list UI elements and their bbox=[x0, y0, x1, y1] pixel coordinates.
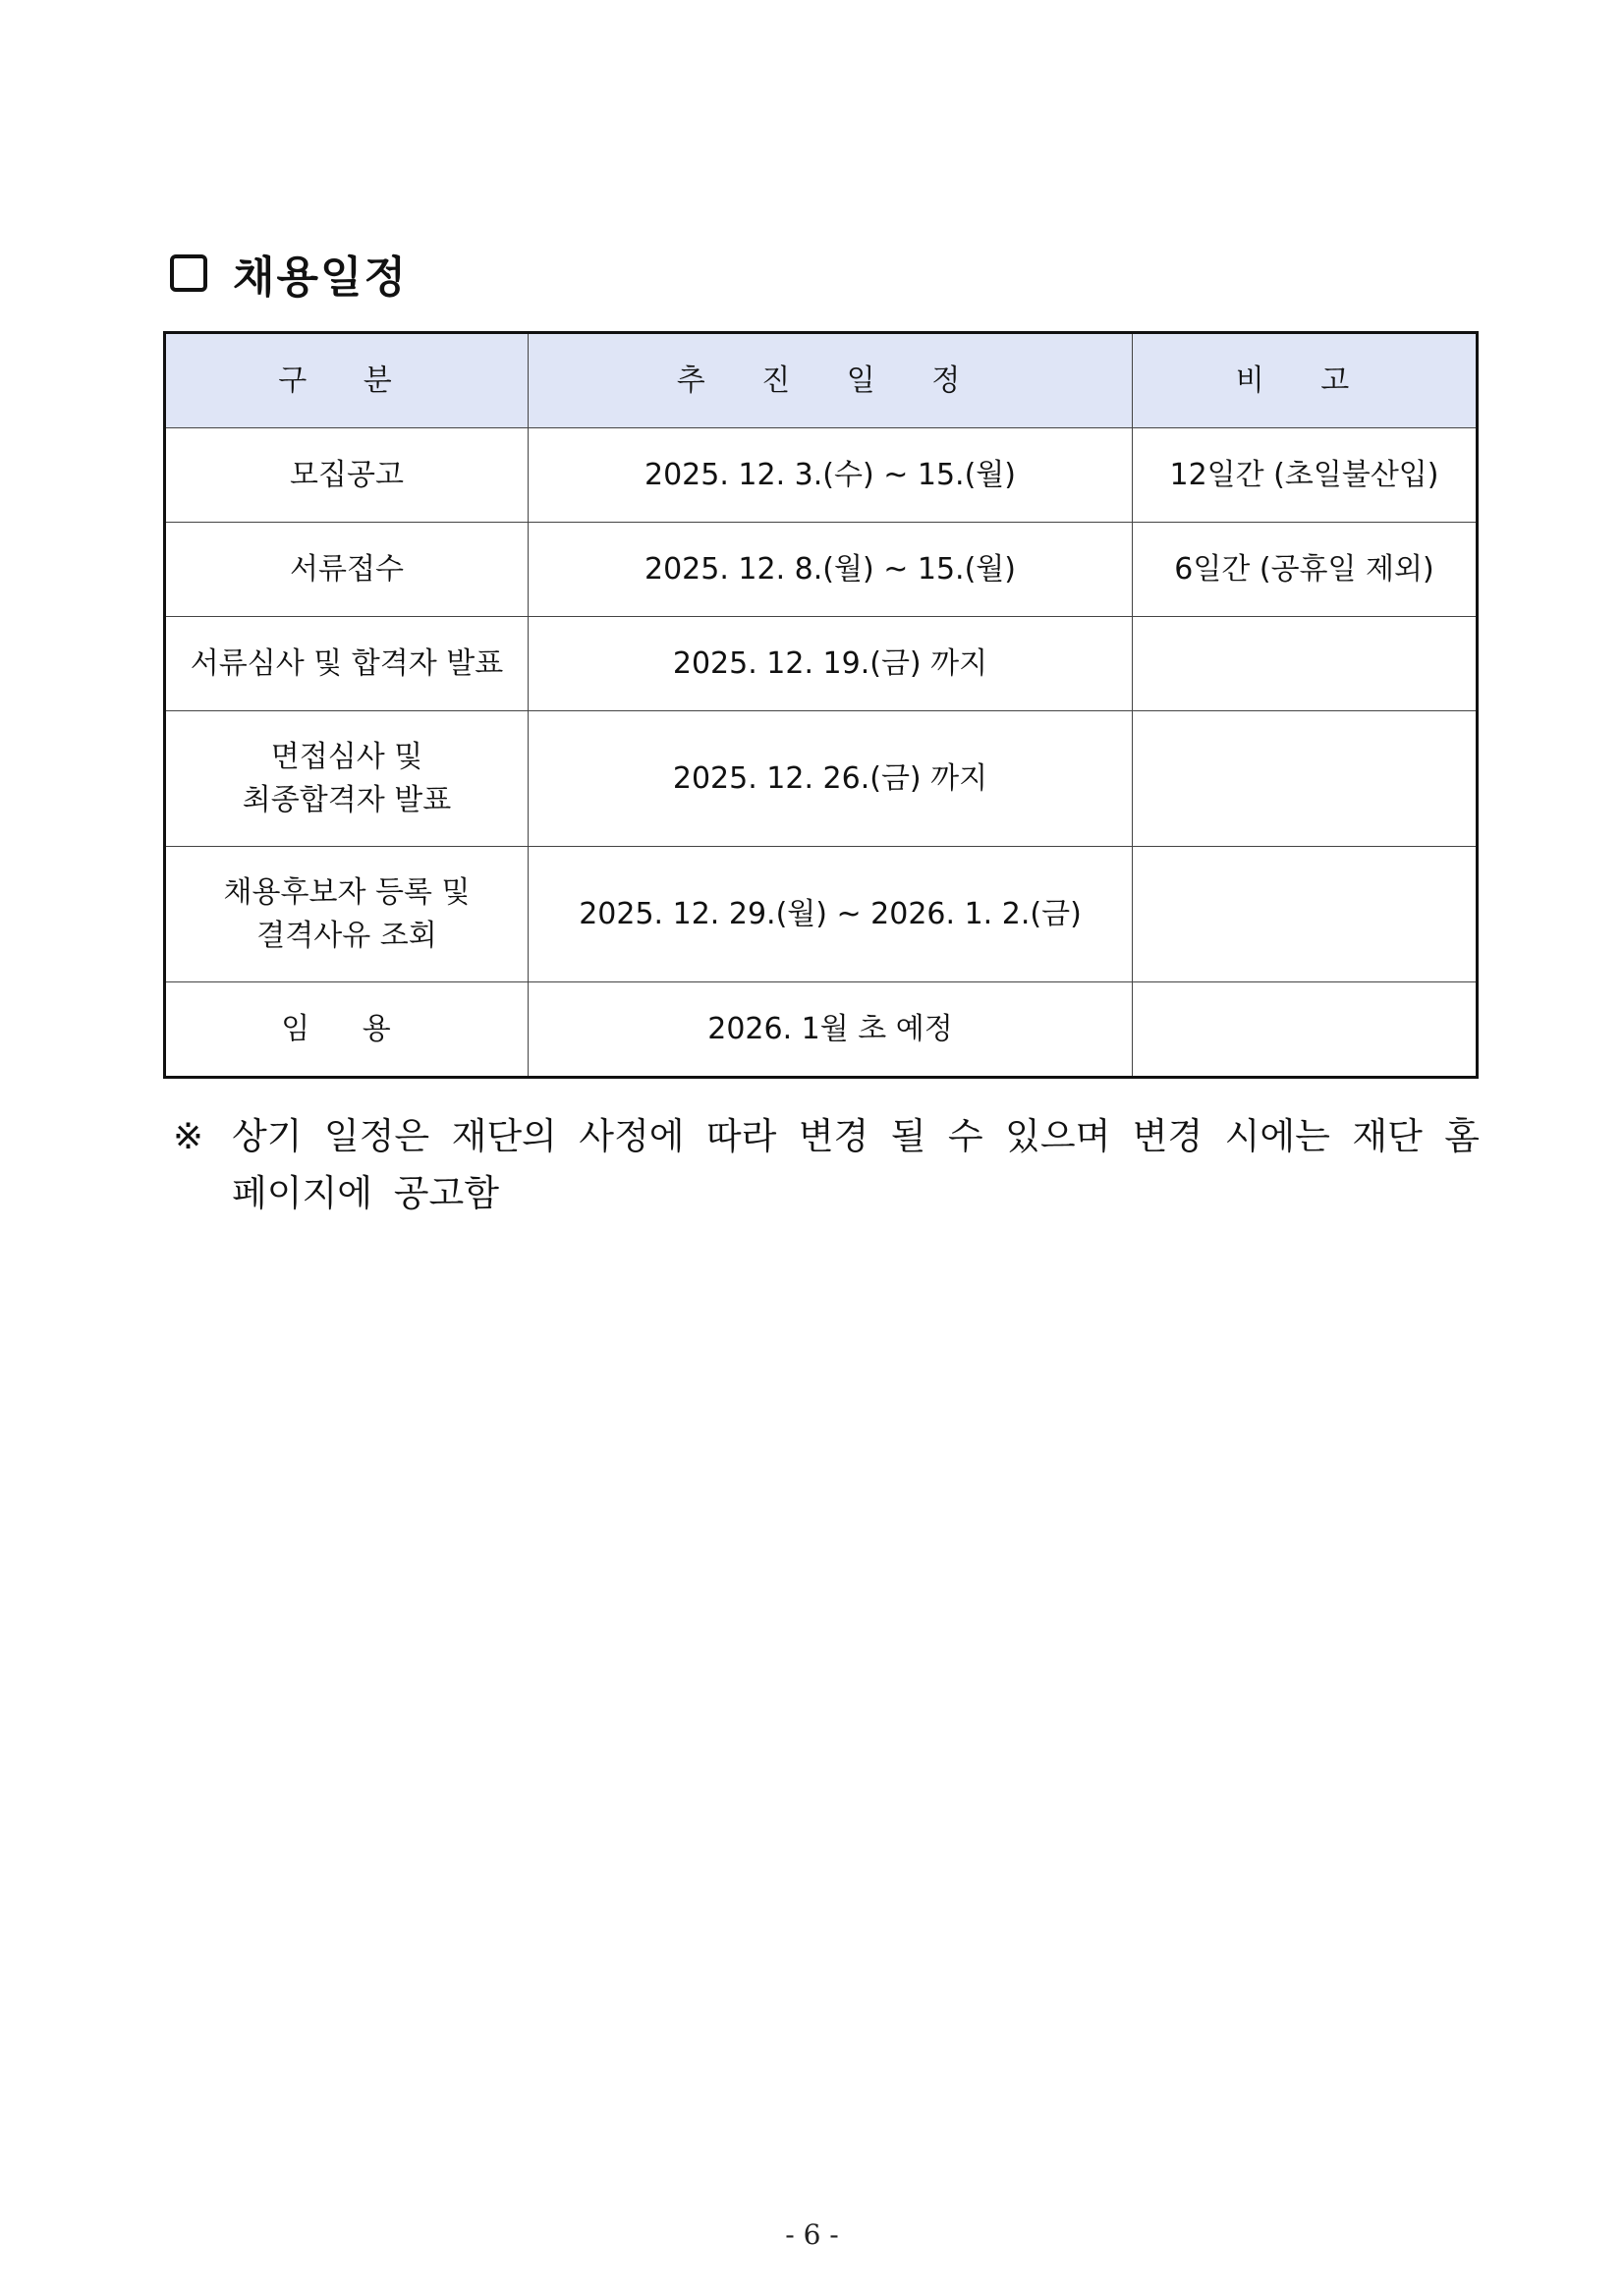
table-row bbox=[165, 523, 1478, 617]
page-number: - 6 - bbox=[785, 2218, 839, 2251]
notice-text: 상기 일정은 재단의 사정에 따라 변경 될 수 있으며 변경 시에는 재단 홈페이지에 공고함 bbox=[232, 1115, 1480, 1214]
row-category bbox=[165, 847, 529, 982]
row-remark bbox=[1133, 982, 1478, 1078]
row-remark bbox=[1133, 847, 1478, 982]
recruitment-schedule-table bbox=[163, 331, 1479, 1079]
category-line: 결격사유 조회 bbox=[256, 918, 437, 953]
row-category bbox=[165, 617, 529, 711]
table-row bbox=[165, 428, 1478, 523]
row-category bbox=[165, 982, 529, 1078]
row-remark: 6일간 (공휴일 제외) bbox=[1133, 523, 1478, 617]
row-remark bbox=[1133, 711, 1478, 847]
table-row bbox=[165, 982, 1478, 1078]
category-line: 최종합격자 발표 bbox=[242, 782, 452, 817]
header-category: 구 분 bbox=[165, 333, 529, 428]
row-remark: 12일간 (초일불산입) bbox=[1133, 428, 1478, 523]
row-schedule: 2025. 12. 8.(월) ~ 15.(월) bbox=[529, 523, 1133, 617]
table-row bbox=[165, 847, 1478, 982]
row-schedule: 2026. 1월 초 예정 bbox=[529, 982, 1133, 1078]
category-line: 임 용 bbox=[281, 1011, 413, 1046]
checkbox-square-icon bbox=[170, 254, 207, 292]
row-remark bbox=[1133, 617, 1478, 711]
category-line: 서류접수 bbox=[290, 551, 404, 587]
row-category bbox=[165, 523, 529, 617]
header-schedule: 추 진 일 정 bbox=[529, 333, 1133, 428]
schedule-notice bbox=[173, 1108, 1480, 1222]
header-remark: 비 고 bbox=[1133, 333, 1478, 428]
row-schedule: 2025. 12. 29.(월) ~ 2026. 1. 2.(금) bbox=[529, 847, 1133, 982]
category-line: 채용후보자 등록 및 bbox=[223, 874, 471, 910]
table-row bbox=[165, 617, 1478, 711]
section-heading bbox=[170, 244, 408, 303]
category-line: 서류심사 및 합격자 발표 bbox=[190, 645, 504, 681]
row-schedule: 2025. 12. 19.(금) 까지 bbox=[529, 617, 1133, 711]
row-category bbox=[165, 711, 529, 847]
section-title: 채용일정 bbox=[233, 252, 409, 303]
category-line: 모집공고 bbox=[290, 457, 404, 492]
table-row bbox=[165, 711, 1478, 847]
row-category bbox=[165, 428, 529, 523]
row-schedule: 2025. 12. 3.(수) ~ 15.(월) bbox=[529, 428, 1133, 523]
table-header-row bbox=[165, 333, 1478, 428]
row-schedule: 2025. 12. 26.(금) 까지 bbox=[529, 711, 1133, 847]
reference-mark: ※ bbox=[173, 1115, 204, 1157]
category-line: 면접심사 및 bbox=[270, 739, 423, 774]
